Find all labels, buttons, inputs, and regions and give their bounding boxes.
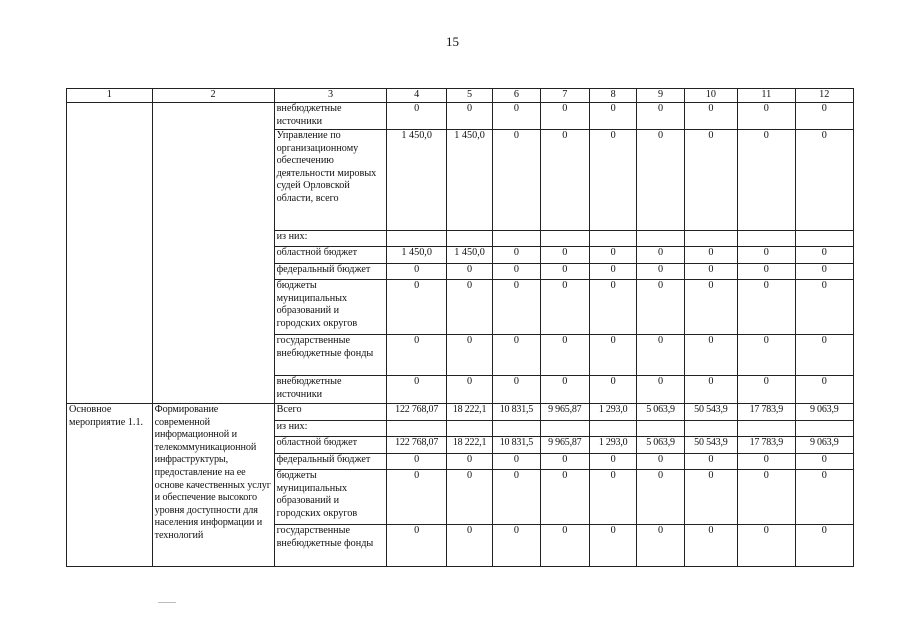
value-cell: 0 <box>493 103 540 130</box>
value-cell: 0 <box>589 470 636 525</box>
value-cell: 0 <box>795 247 853 264</box>
value-cell: 10 831,5 <box>493 404 540 421</box>
value-cell: 0 <box>684 470 737 525</box>
value-cell: 0 <box>738 130 795 231</box>
value-cell: 0 <box>387 454 446 470</box>
value-cell: 0 <box>637 376 684 404</box>
value-cell: 0 <box>446 280 492 335</box>
value-cell: 0 <box>738 470 795 525</box>
value-cell: 0 <box>795 470 853 525</box>
value-cell: 122 768,07 <box>387 404 446 421</box>
value-cell: 17 783,9 <box>738 437 795 454</box>
value-cell: 1 293,0 <box>589 404 636 421</box>
column-header: 2 <box>152 89 274 103</box>
column-header: 3 <box>274 89 387 103</box>
row-label: Всего <box>274 404 387 421</box>
value-cell: 9 965,87 <box>540 404 589 421</box>
value-cell: 18 222,1 <box>446 404 492 421</box>
value-cell: 0 <box>684 103 737 130</box>
value-cell: 0 <box>684 525 737 567</box>
row-label: федеральный бюджет <box>274 264 387 280</box>
value-cell: 0 <box>446 525 492 567</box>
value-cell: 0 <box>795 130 853 231</box>
value-cell: 0 <box>738 454 795 470</box>
value-cell: 0 <box>738 280 795 335</box>
value-cell: 0 <box>589 525 636 567</box>
value-cell: 0 <box>684 247 737 264</box>
value-cell: 0 <box>493 264 540 280</box>
value-cell: 0 <box>387 335 446 376</box>
column-header: 4 <box>387 89 446 103</box>
value-cell: 0 <box>795 454 853 470</box>
value-cell: 0 <box>493 454 540 470</box>
value-cell: 0 <box>493 130 540 231</box>
value-cell: 0 <box>540 130 589 231</box>
value-cell: 18 222,1 <box>446 437 492 454</box>
value-cell: 0 <box>795 525 853 567</box>
value-cell: 9 063,9 <box>795 404 853 421</box>
column-header: 7 <box>540 89 589 103</box>
value-cell: 0 <box>540 264 589 280</box>
row-label: из них: <box>274 421 387 437</box>
value-cell: 0 <box>589 247 636 264</box>
row-label: бюджеты муниципальных образований и городских округов <box>274 470 387 525</box>
table-row <box>67 103 854 130</box>
value-cell: 0 <box>795 280 853 335</box>
value-cell: 0 <box>493 280 540 335</box>
column-header: 9 <box>637 89 684 103</box>
value-cell: 0 <box>387 264 446 280</box>
scan-artifact <box>158 602 176 603</box>
value-cell: 0 <box>493 247 540 264</box>
page-number: 15 <box>446 34 459 49</box>
value-cell: 0 <box>540 376 589 404</box>
value-cell: 0 <box>493 376 540 404</box>
value-cell: 0 <box>637 470 684 525</box>
value-cell: 0 <box>637 525 684 567</box>
value-cell: 1 293,0 <box>589 437 636 454</box>
value-cell: 5 063,9 <box>637 437 684 454</box>
value-cell: 0 <box>540 247 589 264</box>
row-label: областной бюджет <box>274 437 387 454</box>
value-cell: 0 <box>637 247 684 264</box>
value-cell: 0 <box>795 264 853 280</box>
row-label: из них: <box>274 231 387 247</box>
value-cell: 0 <box>446 264 492 280</box>
value-cell: 0 <box>387 376 446 404</box>
budget-table <box>66 88 854 567</box>
value-cell: 0 <box>540 280 589 335</box>
value-cell: 0 <box>684 335 737 376</box>
value-cell: 0 <box>637 454 684 470</box>
value-cell: 0 <box>589 280 636 335</box>
row-label: внебюджетные источники <box>274 376 387 404</box>
value-cell: 0 <box>540 525 589 567</box>
value-cell: 0 <box>540 103 589 130</box>
activity-number: Основное мероприятие 1.1. <box>67 404 153 567</box>
value-cell: 0 <box>738 247 795 264</box>
value-cell: 50 543,9 <box>684 437 737 454</box>
block1-col2-cell <box>152 103 274 404</box>
block1-col1-cell <box>67 103 153 404</box>
value-cell: 1 450,0 <box>387 247 446 264</box>
value-cell: 0 <box>446 335 492 376</box>
value-cell: 0 <box>387 470 446 525</box>
value-cell: 0 <box>684 280 737 335</box>
value-cell: 0 <box>637 130 684 231</box>
column-header: 11 <box>738 89 795 103</box>
value-cell: 0 <box>637 280 684 335</box>
value-cell: 9 063,9 <box>795 437 853 454</box>
column-header: 5 <box>446 89 492 103</box>
value-cell: 0 <box>540 454 589 470</box>
value-cell: 0 <box>589 103 636 130</box>
value-cell: 0 <box>795 376 853 404</box>
row-label: государственные внебюджетные фонды <box>274 335 387 376</box>
row-label: бюджеты муниципальных образований и городских округов <box>274 280 387 335</box>
value-cell: 0 <box>589 130 636 231</box>
column-header: 1 <box>67 89 153 103</box>
row-label: государственные внебюджетные фонды <box>274 525 387 567</box>
value-cell: 0 <box>637 103 684 130</box>
value-cell: 0 <box>387 525 446 567</box>
value-cell: 0 <box>589 376 636 404</box>
header-row <box>67 89 854 103</box>
value-cell: 0 <box>795 103 853 130</box>
row-label: внебюджетные источники <box>274 103 387 130</box>
value-cell: 0 <box>589 454 636 470</box>
column-header: 8 <box>589 89 636 103</box>
value-cell: 0 <box>795 335 853 376</box>
value-cell: 0 <box>446 470 492 525</box>
value-cell: 0 <box>738 335 795 376</box>
value-cell: 0 <box>738 264 795 280</box>
value-cell: 5 063,9 <box>637 404 684 421</box>
value-cell: 0 <box>493 525 540 567</box>
value-cell: 0 <box>387 280 446 335</box>
value-cell: 0 <box>446 376 492 404</box>
value-cell: 1 450,0 <box>446 130 492 231</box>
value-cell: 0 <box>446 454 492 470</box>
value-cell: 0 <box>684 130 737 231</box>
column-header: 12 <box>795 89 853 103</box>
value-cell: 0 <box>684 454 737 470</box>
value-cell: 0 <box>589 264 636 280</box>
column-header: 6 <box>493 89 540 103</box>
value-cell: 0 <box>684 264 737 280</box>
value-cell: 9 965,87 <box>540 437 589 454</box>
value-cell: 0 <box>540 335 589 376</box>
value-cell: 0 <box>738 376 795 404</box>
value-cell: 0 <box>446 103 492 130</box>
value-cell: 0 <box>738 525 795 567</box>
value-cell: 0 <box>387 103 446 130</box>
value-cell: 0 <box>589 335 636 376</box>
value-cell: 50 543,9 <box>684 404 737 421</box>
value-cell: 0 <box>637 335 684 376</box>
value-cell: 0 <box>493 335 540 376</box>
value-cell: 122 768,07 <box>387 437 446 454</box>
column-header: 10 <box>684 89 737 103</box>
value-cell: 10 831,5 <box>493 437 540 454</box>
row-label: областной бюджет <box>274 247 387 264</box>
row-label: Управление по организационному обеспечению деятельности мировых судей Орловской области, всего <box>274 130 387 231</box>
value-cell: 0 <box>684 376 737 404</box>
table-row <box>67 404 854 421</box>
value-cell: 1 450,0 <box>387 130 446 231</box>
value-cell: 0 <box>493 470 540 525</box>
value-cell: 0 <box>540 470 589 525</box>
value-cell: 17 783,9 <box>738 404 795 421</box>
value-cell: 0 <box>637 264 684 280</box>
value-cell: 1 450,0 <box>446 247 492 264</box>
value-cell: 0 <box>738 103 795 130</box>
activity-description: Формирование современной информационной и телекоммуникационной инфраструктуры, предоставление на ее основе качественных услуг и обеспечение высокого уровня доступности для населения информации и технологий <box>152 404 274 567</box>
row-label: федеральный бюджет <box>274 454 387 470</box>
